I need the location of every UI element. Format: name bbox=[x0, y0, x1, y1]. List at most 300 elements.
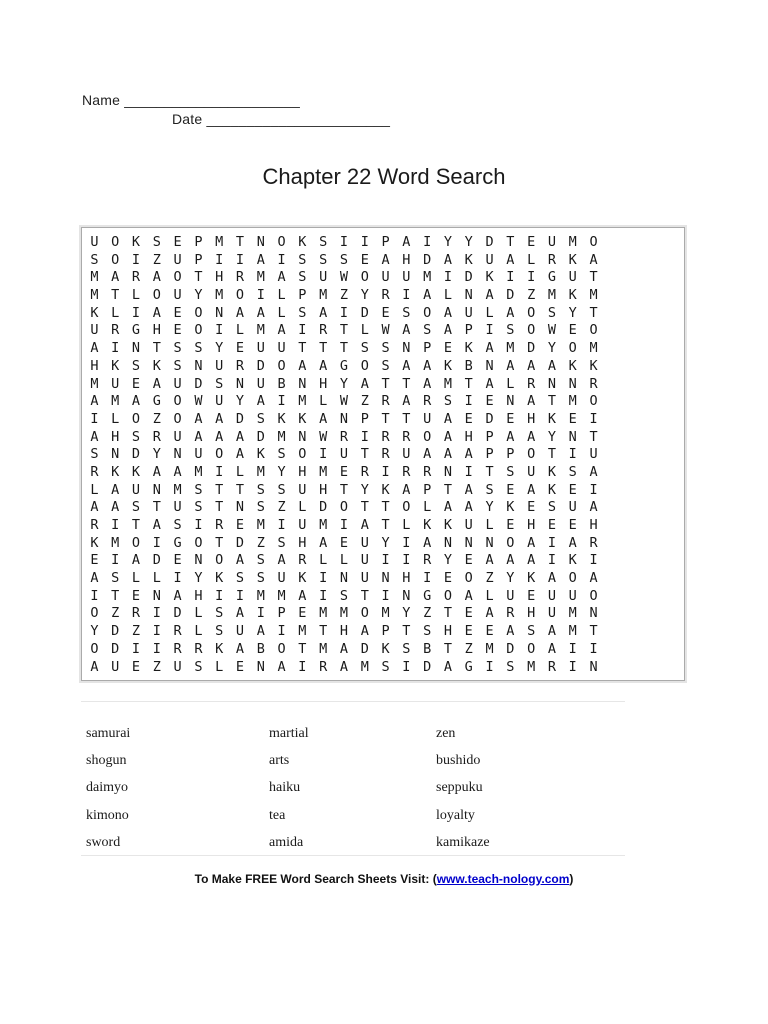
word-list-item: sword bbox=[86, 834, 121, 850]
grid-cell: S bbox=[215, 623, 224, 640]
grid-cell: A bbox=[235, 605, 245, 622]
grid-cell: I bbox=[402, 552, 411, 569]
footer-text: To Make FREE Word Search Sheets Visit: ( bbox=[194, 872, 437, 886]
grid-cell: A bbox=[339, 640, 349, 657]
grid-cell: T bbox=[589, 269, 598, 286]
grid-cell: S bbox=[298, 304, 307, 321]
grid-cell: S bbox=[131, 357, 141, 374]
grid-cell: O bbox=[111, 251, 120, 268]
grid-cell: A bbox=[381, 251, 390, 268]
grid-cell: O bbox=[173, 410, 182, 427]
grid-cell: M bbox=[215, 287, 224, 304]
grid-cell: K bbox=[256, 446, 265, 463]
grid-cell: Y bbox=[152, 446, 161, 463]
grid-cell: A bbox=[298, 587, 307, 604]
grid-cell: A bbox=[464, 587, 473, 604]
grid-cell: L bbox=[298, 499, 307, 516]
grid-cell: K bbox=[215, 570, 224, 587]
grid-cell: N bbox=[235, 499, 245, 516]
grid-cell: A bbox=[443, 428, 453, 445]
grid-cell: S bbox=[547, 499, 556, 516]
grid-cell: H bbox=[464, 428, 473, 445]
grid-cell: L bbox=[111, 410, 120, 427]
grid-cell: T bbox=[152, 340, 161, 357]
grid-cell: A bbox=[568, 534, 577, 551]
grid-cell: P bbox=[194, 251, 203, 268]
grid-row bbox=[84, 411, 604, 429]
grid-cell: I bbox=[256, 605, 265, 622]
footer-suffix: ) bbox=[569, 872, 574, 886]
grid-cell: T bbox=[360, 587, 369, 604]
grid-cell: U bbox=[215, 357, 224, 374]
grid-cell: A bbox=[90, 570, 99, 587]
grid-cell: I bbox=[589, 640, 598, 657]
grid-cell: H bbox=[152, 322, 161, 339]
grid-cell: T bbox=[485, 463, 494, 480]
grid-cell: R bbox=[298, 552, 307, 569]
grid-cell: S bbox=[173, 340, 182, 357]
grid-cell: Y bbox=[464, 234, 473, 250]
grid-row bbox=[84, 588, 604, 606]
grid-cell: S bbox=[485, 481, 494, 498]
grid-cell: I bbox=[152, 605, 161, 622]
grid-cell: A bbox=[423, 357, 432, 374]
grid-cell: Y bbox=[485, 499, 494, 516]
grid-cell: R bbox=[173, 623, 182, 640]
grid-cell: U bbox=[111, 375, 120, 392]
grid-cell: E bbox=[464, 410, 473, 427]
grid-cell: U bbox=[339, 446, 349, 463]
grid-cell: U bbox=[90, 234, 99, 250]
grid-cell: N bbox=[464, 534, 473, 551]
grid-cell: I bbox=[215, 587, 224, 604]
grid-cell: A bbox=[215, 428, 224, 445]
grid-cell: S bbox=[402, 304, 411, 321]
footer-link[interactable]: www.teach-nology.com bbox=[436, 872, 570, 886]
grid-row bbox=[84, 535, 604, 553]
grid-cell: M bbox=[589, 287, 598, 304]
grid-cell: Z bbox=[339, 287, 349, 304]
grid-cell: I bbox=[215, 322, 224, 339]
grid-cell: O bbox=[443, 587, 453, 604]
grid-cell: S bbox=[152, 234, 161, 250]
grid-cell: L bbox=[152, 570, 161, 587]
grid-cell: M bbox=[568, 605, 577, 622]
grid-cell: E bbox=[464, 605, 473, 622]
grid-cell: K bbox=[464, 340, 473, 357]
grid-cell: A bbox=[111, 269, 120, 286]
grid-cell: P bbox=[423, 340, 432, 357]
grid-cell: U bbox=[360, 552, 369, 569]
grid-cell: M bbox=[256, 517, 265, 533]
grid-cell: N bbox=[339, 410, 349, 427]
grid-cell: R bbox=[527, 375, 536, 392]
grid-cell: S bbox=[131, 428, 141, 445]
grid-cell: S bbox=[194, 340, 203, 357]
grid-cell: L bbox=[319, 393, 328, 410]
grid-cell: L bbox=[194, 605, 203, 622]
grid-row bbox=[84, 358, 604, 376]
grid-cell: A bbox=[527, 481, 536, 498]
grid-cell: I bbox=[111, 552, 120, 569]
grid-cell: S bbox=[506, 658, 515, 675]
grid-cell: R bbox=[381, 428, 390, 445]
page-title: Chapter 22 Word Search bbox=[262, 164, 506, 189]
grid-cell: A bbox=[256, 251, 265, 268]
grid-cell: T bbox=[339, 481, 349, 498]
grid-cell: D bbox=[360, 304, 369, 321]
grid-cell: D bbox=[319, 499, 328, 516]
grid-cell: A bbox=[423, 446, 432, 463]
grid-cell: I bbox=[402, 534, 411, 551]
grid-cell: M bbox=[506, 340, 515, 357]
grid-cell: O bbox=[277, 234, 286, 250]
grid-cell: R bbox=[381, 393, 390, 410]
grid-cell: U bbox=[298, 481, 307, 498]
grid-cell: I bbox=[381, 587, 390, 604]
grid-cell: O bbox=[277, 640, 286, 657]
grid-cell: M bbox=[381, 605, 390, 622]
grid-cell: D bbox=[423, 658, 432, 675]
grid-cell: M bbox=[298, 393, 307, 410]
grid-cell: G bbox=[464, 658, 473, 675]
grid-cell: A bbox=[506, 251, 515, 268]
grid-cell: I bbox=[215, 463, 224, 480]
grid-cell: S bbox=[339, 251, 349, 268]
grid-cell: G bbox=[423, 587, 432, 604]
grid-cell: W bbox=[319, 428, 328, 445]
grid-cell: I bbox=[568, 446, 577, 463]
grid-cell: I bbox=[319, 587, 328, 604]
grid-cell: N bbox=[298, 375, 307, 392]
grid-cell: M bbox=[256, 269, 265, 286]
word-list-row bbox=[86, 747, 626, 774]
grid-cell: I bbox=[298, 322, 307, 339]
grid-cell: E bbox=[568, 517, 577, 533]
grid-cell: R bbox=[111, 322, 120, 339]
grid-cell: S bbox=[423, 322, 432, 339]
grid-cell: N bbox=[215, 304, 224, 321]
grid-cell: S bbox=[256, 499, 265, 516]
grid-cell: A bbox=[423, 287, 432, 304]
grid-cell: A bbox=[152, 269, 161, 286]
grid-cell: H bbox=[319, 375, 328, 392]
grid-cell: O bbox=[131, 410, 141, 427]
grid-cell: T bbox=[319, 623, 328, 640]
grid-cell: E bbox=[506, 481, 515, 498]
grid-cell: L bbox=[194, 623, 203, 640]
grid-cell: O bbox=[589, 393, 598, 410]
grid-cell: M bbox=[319, 463, 328, 480]
grid-cell: I bbox=[485, 658, 494, 675]
word-list-item: daimyo bbox=[86, 780, 128, 796]
grid-cell: I bbox=[277, 251, 286, 268]
grid-cell: Y bbox=[443, 552, 453, 569]
grid-cell: R bbox=[589, 375, 598, 392]
grid-cell: U bbox=[173, 499, 182, 516]
grid-cell: U bbox=[589, 446, 598, 463]
grid-cell: A bbox=[319, 304, 328, 321]
grid-cell: D bbox=[131, 446, 141, 463]
grid-cell: A bbox=[277, 322, 286, 339]
grid-cell: Z bbox=[277, 499, 286, 516]
grid-cell: S bbox=[256, 481, 265, 498]
grid-cell: A bbox=[402, 357, 411, 374]
grid-cell: Y bbox=[381, 534, 390, 551]
grid-cell: A bbox=[443, 499, 453, 516]
grid-cell: H bbox=[298, 463, 307, 480]
grid-cell: D bbox=[506, 640, 515, 657]
grid-cell: M bbox=[90, 287, 99, 304]
grid-cell: A bbox=[90, 340, 99, 357]
grid-cell: N bbox=[256, 234, 265, 250]
grid-cell: O bbox=[235, 287, 245, 304]
grid-cell: I bbox=[381, 552, 390, 569]
grid-cell: L bbox=[485, 517, 494, 533]
grid-cell: U bbox=[111, 658, 120, 675]
grid-cell: E bbox=[235, 658, 245, 675]
grid-cell: O bbox=[423, 304, 432, 321]
grid-cell: I bbox=[152, 623, 161, 640]
grid-cell: N bbox=[235, 375, 245, 392]
grid-cell: I bbox=[402, 287, 411, 304]
grid-cell: R bbox=[90, 517, 99, 533]
grid-row bbox=[84, 464, 604, 482]
grid-cell: D bbox=[235, 410, 245, 427]
grid-cell: S bbox=[298, 251, 307, 268]
grid-cell: N bbox=[589, 605, 598, 622]
grid-cell: Y bbox=[360, 287, 369, 304]
grid-cell: K bbox=[90, 534, 99, 551]
grid-cell: A bbox=[527, 357, 536, 374]
grid-cell: A bbox=[547, 357, 556, 374]
grid-cell: E bbox=[464, 552, 473, 569]
footer bbox=[0, 872, 768, 886]
grid-cell: L bbox=[506, 375, 515, 392]
grid-cell: A bbox=[485, 340, 494, 357]
grid-cell: D bbox=[423, 251, 432, 268]
grid-cell: T bbox=[360, 446, 369, 463]
grid-row bbox=[84, 623, 604, 641]
grid-cell: S bbox=[111, 570, 120, 587]
grid-cell: M bbox=[111, 534, 120, 551]
grid-row bbox=[84, 641, 604, 659]
grid-cell: L bbox=[131, 570, 141, 587]
grid-cell: K bbox=[152, 357, 161, 374]
grid-cell: O bbox=[568, 340, 577, 357]
grid-cell: U bbox=[173, 658, 182, 675]
grid-cell: Z bbox=[360, 393, 369, 410]
grid-cell: M bbox=[547, 287, 556, 304]
grid-cell: U bbox=[194, 446, 203, 463]
grid-cell: D bbox=[235, 534, 245, 551]
grid-cell: I bbox=[194, 517, 203, 533]
grid-cell: I bbox=[527, 269, 536, 286]
grid-cell: K bbox=[589, 357, 598, 374]
grid-cell: D bbox=[173, 605, 182, 622]
grid-cell: I bbox=[589, 552, 598, 569]
grid-cell: I bbox=[131, 251, 141, 268]
grid-cell: S bbox=[319, 251, 328, 268]
grid-cell: A bbox=[443, 304, 453, 321]
grid-cell: A bbox=[464, 446, 473, 463]
grid-cell: M bbox=[194, 463, 203, 480]
grid-cell: I bbox=[423, 570, 432, 587]
word-search-grid bbox=[84, 234, 604, 676]
grid-cell: T bbox=[111, 287, 120, 304]
grid-cell: P bbox=[381, 234, 390, 250]
grid-cell: H bbox=[527, 410, 536, 427]
word-list-item: zen bbox=[436, 725, 456, 741]
grid-cell: A bbox=[443, 658, 453, 675]
grid-cell: N bbox=[194, 357, 203, 374]
grid-cell: Y bbox=[547, 428, 556, 445]
grid-cell: A bbox=[277, 269, 286, 286]
grid-cell: A bbox=[464, 481, 473, 498]
grid-cell: Y bbox=[443, 234, 453, 250]
grid-cell: S bbox=[173, 517, 182, 533]
grid-cell: A bbox=[527, 534, 536, 551]
grid-cell: A bbox=[360, 517, 369, 533]
grid-cell: A bbox=[90, 658, 99, 675]
grid-cell: A bbox=[485, 552, 494, 569]
grid-cell: N bbox=[402, 587, 411, 604]
grid-cell: M bbox=[277, 428, 286, 445]
grid-cell: Y bbox=[277, 463, 286, 480]
grid-cell: M bbox=[319, 605, 328, 622]
grid-cell: N bbox=[568, 375, 577, 392]
grid-cell: A bbox=[402, 322, 411, 339]
grid-cell: A bbox=[506, 357, 515, 374]
grid-cell: U bbox=[360, 570, 369, 587]
grid-cell: L bbox=[423, 499, 432, 516]
grid-cell: D bbox=[360, 640, 369, 657]
grid-cell: E bbox=[547, 517, 556, 533]
grid-cell: P bbox=[381, 623, 390, 640]
grid-cell: A bbox=[589, 463, 598, 480]
grid-cell: S bbox=[256, 410, 265, 427]
grid-cell: A bbox=[589, 499, 598, 516]
grid-cell: L bbox=[402, 517, 411, 533]
grid-cell: P bbox=[298, 287, 307, 304]
grid-cell: O bbox=[90, 640, 99, 657]
grid-cell: Z bbox=[152, 658, 161, 675]
grid-cell: T bbox=[381, 517, 390, 533]
word-search-grid-box bbox=[81, 227, 685, 681]
grid-cell: I bbox=[215, 251, 224, 268]
grid-cell: I bbox=[277, 517, 286, 533]
grid-cell: Y bbox=[547, 340, 556, 357]
grid-cell: I bbox=[111, 517, 120, 533]
grid-cell: E bbox=[527, 234, 536, 250]
grid-cell: A bbox=[402, 481, 411, 498]
grid-cell: O bbox=[568, 570, 577, 587]
grid-row bbox=[84, 393, 604, 411]
grid-cell: Z bbox=[111, 605, 120, 622]
grid-cell: S bbox=[194, 481, 203, 498]
grid-cell: N bbox=[464, 287, 473, 304]
grid-cell: S bbox=[527, 623, 536, 640]
grid-cell: N bbox=[298, 428, 307, 445]
grid-cell: S bbox=[277, 534, 286, 551]
grid-cell: Y bbox=[215, 340, 224, 357]
grid-cell: S bbox=[256, 552, 265, 569]
grid-cell: A bbox=[235, 640, 245, 657]
grid-cell: W bbox=[339, 269, 349, 286]
grid-cell: I bbox=[339, 304, 349, 321]
grid-cell: I bbox=[589, 481, 598, 498]
grid-cell: A bbox=[194, 410, 203, 427]
grid-cell: U bbox=[360, 534, 369, 551]
grid-cell: L bbox=[339, 552, 349, 569]
grid-cell: S bbox=[381, 357, 390, 374]
grid-cell: O bbox=[589, 322, 598, 339]
grid-cell: A bbox=[256, 623, 265, 640]
grid-cell: R bbox=[402, 428, 411, 445]
grid-cell: L bbox=[319, 552, 328, 569]
grid-cell: E bbox=[173, 234, 182, 250]
grid-cell: A bbox=[319, 534, 328, 551]
grid-cell: N bbox=[485, 534, 494, 551]
grid-cell: U bbox=[173, 428, 182, 445]
grid-cell: D bbox=[256, 428, 265, 445]
grid-row bbox=[84, 269, 604, 287]
grid-cell: M bbox=[277, 587, 286, 604]
grid-cell: N bbox=[173, 446, 182, 463]
grid-cell: Y bbox=[360, 481, 369, 498]
grid-cell: S bbox=[339, 587, 349, 604]
grid-cell: N bbox=[152, 587, 161, 604]
grid-cell: A bbox=[152, 463, 161, 480]
grid-cell: O bbox=[464, 570, 473, 587]
grid-cell: A bbox=[256, 393, 265, 410]
grid-cell: A bbox=[485, 287, 494, 304]
word-list bbox=[86, 720, 626, 856]
grid-cell: B bbox=[464, 357, 473, 374]
grid-cell: M bbox=[173, 481, 182, 498]
grid-cell: N bbox=[589, 658, 598, 675]
grid-cell: A bbox=[506, 304, 515, 321]
grid-cell: M bbox=[568, 234, 577, 250]
word-list-item: kamikaze bbox=[436, 834, 490, 850]
grid-cell: A bbox=[194, 428, 203, 445]
grid-cell: M bbox=[319, 517, 328, 533]
grid-cell: O bbox=[90, 605, 99, 622]
word-list-item: arts bbox=[269, 752, 290, 768]
grid-cell: N bbox=[194, 552, 203, 569]
grid-cell: R bbox=[173, 640, 182, 657]
grid-cell: E bbox=[339, 534, 349, 551]
grid-cell: S bbox=[215, 605, 224, 622]
grid-cell: T bbox=[339, 322, 349, 339]
grid-cell: T bbox=[506, 234, 515, 250]
grid-cell: E bbox=[173, 322, 182, 339]
grid-cell: D bbox=[111, 640, 120, 657]
grid-cell: T bbox=[298, 640, 307, 657]
grid-cell: O bbox=[423, 428, 432, 445]
grid-cell: I bbox=[485, 322, 494, 339]
grid-cell: B bbox=[277, 375, 286, 392]
grid-cell: I bbox=[277, 393, 286, 410]
grid-row bbox=[84, 376, 604, 394]
grid-cell: H bbox=[402, 251, 411, 268]
grid-cell: I bbox=[568, 640, 577, 657]
grid-cell: U bbox=[547, 234, 556, 250]
word-list-item: amida bbox=[269, 834, 304, 850]
grid-cell: S bbox=[443, 393, 453, 410]
grid-cell: O bbox=[215, 446, 224, 463]
grid-cell: M bbox=[215, 234, 224, 250]
